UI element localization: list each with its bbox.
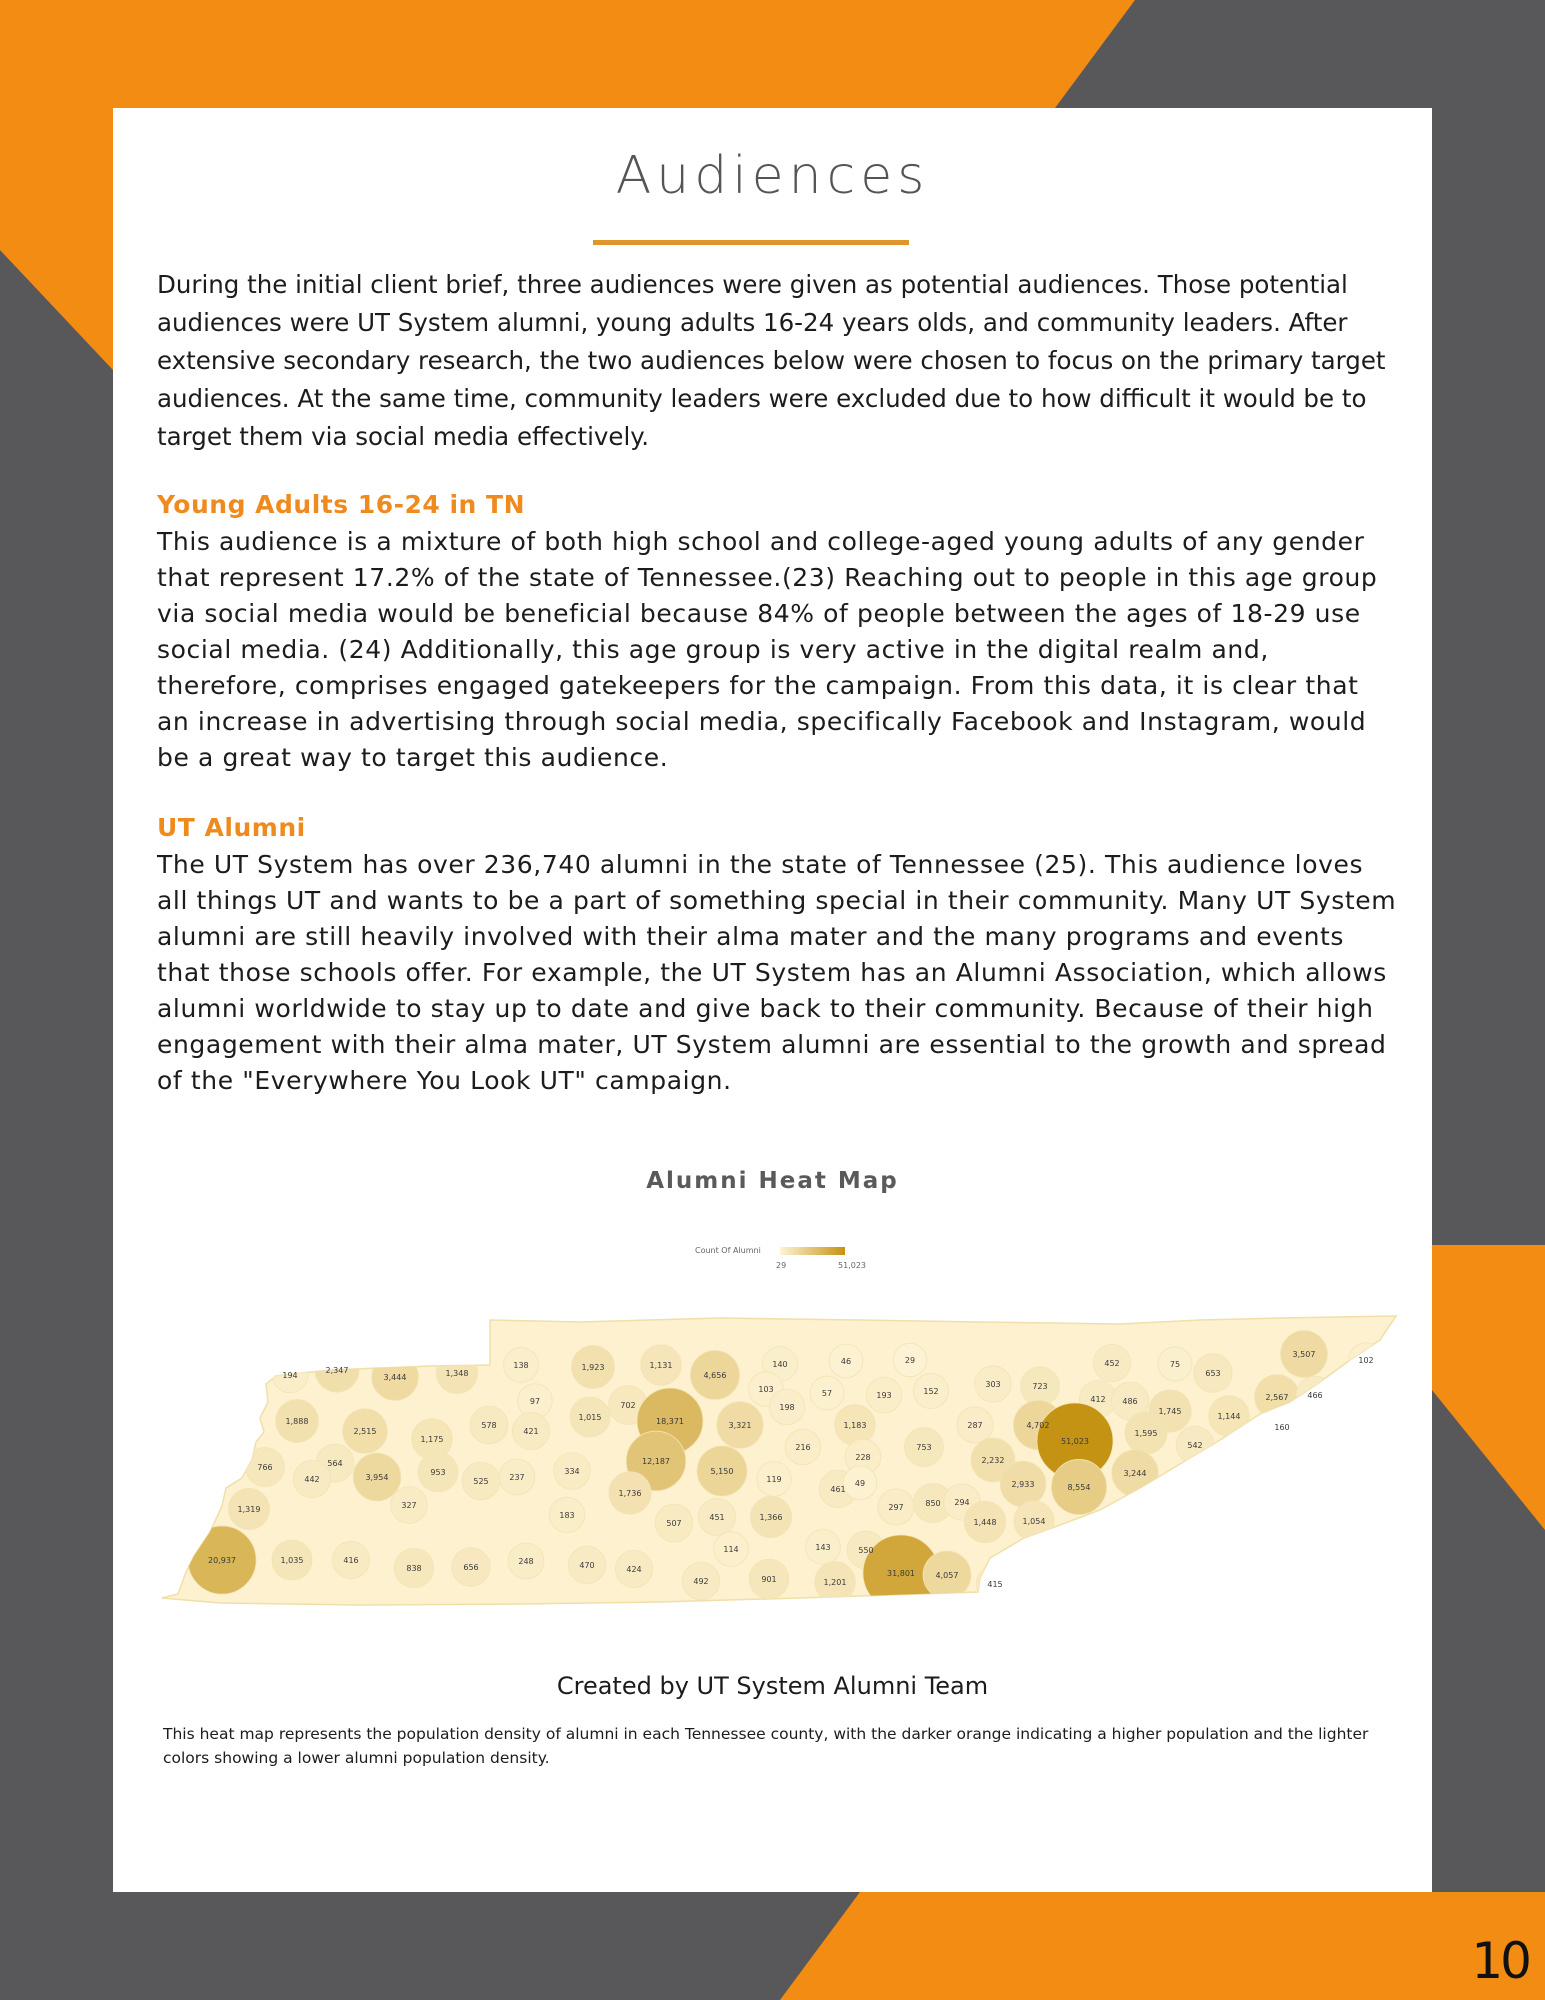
- county-count-label: 550: [858, 1546, 874, 1555]
- county-count-label: 412: [1090, 1395, 1106, 1404]
- county-count-label: 1,035: [280, 1556, 304, 1565]
- county-count-label: 297: [888, 1503, 904, 1512]
- county-count-label: 461: [830, 1485, 846, 1494]
- section-body-young-adults: This audience is a mixture of both high school and college-aged young adults of any gender that represent 17.2% of the state of Tennessee.(23) Reaching out to people in this age group via social media would be beneficial because 84% of people between the ages of 18-29 use social media. (24) Additionally, this age group is very active in the digital realm and, therefore, comprises engaged gatekeepers for the campaign. From this data, it is clear that an increase in advertising through social media, specifically Facebook and Instagram, would be a great way to target this audience.: [157, 527, 1378, 772]
- county-count-label: 1,923: [581, 1363, 605, 1372]
- county-count-label: 3,954: [365, 1473, 389, 1482]
- county-count-label: 46: [840, 1357, 852, 1366]
- county-count-label: 194: [282, 1371, 298, 1380]
- county-count-label: 1,595: [1134, 1429, 1158, 1438]
- county-count-label: 421: [523, 1427, 539, 1436]
- legend-label: Count Of Alumni: [695, 1246, 761, 1255]
- county-count-label: 3,244: [1123, 1469, 1147, 1478]
- county-count-label: 1,015: [578, 1413, 602, 1422]
- county-count-label: 653: [1205, 1369, 1221, 1378]
- county-count-label: 1,144: [1217, 1412, 1241, 1421]
- county-count-label: 75: [1169, 1360, 1181, 1369]
- map-credit: Created by UT System Alumni Team: [556, 1672, 989, 1700]
- county-count-label: 57: [821, 1389, 833, 1398]
- county-count-label: 1,175: [420, 1435, 444, 1444]
- county-count-label: 140: [772, 1360, 788, 1369]
- county-count-label: 1,183: [843, 1421, 867, 1430]
- county-count-label: 753: [916, 1443, 932, 1452]
- legend-gradient: [780, 1247, 845, 1255]
- county-count-label: 1,888: [285, 1417, 309, 1426]
- county-count-label: 723: [1032, 1382, 1048, 1391]
- county-count-label: 1,448: [973, 1518, 997, 1527]
- county-count-label: 452: [1104, 1359, 1120, 1368]
- county-count-label: 850: [925, 1499, 941, 1508]
- county-count-label: 287: [967, 1421, 983, 1430]
- county-count-label: 49: [854, 1479, 866, 1488]
- county-count-label: 327: [401, 1501, 417, 1510]
- map-legend: [690, 1244, 890, 1274]
- county-count-label: 451: [709, 1513, 725, 1522]
- county-count-label: 216: [795, 1443, 811, 1452]
- county-count-label: 525: [473, 1477, 489, 1486]
- county-count-label: 1,736: [618, 1489, 642, 1498]
- county-count-label: 766: [257, 1463, 273, 1472]
- county-count-label: 143: [815, 1543, 831, 1552]
- county-count-label: 31,801: [887, 1569, 915, 1578]
- county-count-label: 3,321: [728, 1421, 752, 1430]
- county-count-label: 2,515: [353, 1427, 377, 1436]
- county-count-label: 1,366: [759, 1513, 783, 1522]
- orange-band-right: [1432, 1245, 1545, 1530]
- county-count-label: 183: [559, 1511, 575, 1520]
- county-count-label: 656: [463, 1563, 479, 1572]
- county-count-label: 334: [564, 1467, 580, 1476]
- county-count-label: 1,054: [1022, 1517, 1046, 1526]
- county-count-label: 102: [1358, 1356, 1374, 1365]
- county-count-label: 160: [1274, 1423, 1290, 1432]
- map-caption: This heat map represents the population density of alumni in each Tennessee county, with the darker orange indicating a higher population and the lighter colors showing a lower alumni population density.: [163, 1725, 1369, 1767]
- county-count-label: 4,702: [1026, 1421, 1050, 1430]
- legend-min-label: 29: [776, 1261, 787, 1270]
- page-title: Audiences: [615, 146, 930, 206]
- county-count-label: 492: [693, 1577, 709, 1586]
- county-count-label: 198: [779, 1403, 795, 1412]
- county-count-label: 294: [954, 1498, 970, 1507]
- county-count-label: 564: [327, 1459, 343, 1468]
- county-count-label: 4,656: [703, 1371, 727, 1380]
- county-count-label: 193: [876, 1391, 892, 1400]
- page-number: 10: [1471, 1932, 1529, 1990]
- county-count-label: 18,371: [656, 1417, 684, 1426]
- county-count-label: 578: [481, 1421, 497, 1430]
- map-title: Alumni Heat Map: [646, 1168, 899, 1194]
- legend-max-label: 51,023: [838, 1261, 866, 1270]
- county-count-label: 1,348: [445, 1369, 469, 1378]
- county-count-label: 3,507: [1292, 1350, 1316, 1359]
- county-count-label: 2,933: [1011, 1480, 1035, 1489]
- county-count-label: 3,444: [383, 1373, 407, 1382]
- county-count-label: 103: [758, 1385, 774, 1394]
- tennessee-heat-map: [160, 1310, 1400, 1620]
- section-heading-ut-alumni: UT Alumni: [157, 813, 306, 842]
- county-count-label: 2,232: [981, 1456, 1005, 1465]
- county-count-label: 237: [509, 1473, 525, 1482]
- county-count-label: 138: [513, 1361, 529, 1370]
- county-count-label: 2,347: [325, 1366, 349, 1375]
- county-count-label: 486: [1122, 1397, 1138, 1406]
- county-count-label: 1,131: [649, 1361, 673, 1370]
- county-count-label: 114: [723, 1545, 739, 1554]
- county-count-label: 20,937: [208, 1556, 236, 1565]
- county-count-label: 466: [1307, 1391, 1323, 1400]
- county-count-label: 119: [766, 1475, 782, 1484]
- section-body-ut-alumni: The UT System has over 236,740 alumni in the state of Tennessee (25). This audience loves all things UT and wants to be a part of something special in their community. Many UT System alumni are still heavily involved with their alma mater and the many programs and events that those schools offer. For example, the UT System has an Alumni Association, which allows alumni worldwide to stay up to date and give back to their community. Because of their high engagement with their alma mater, UT System alumni are essential to the growth and spread of the "Everywhere You Look UT" campaign.: [157, 850, 1397, 1095]
- county-count-label: 901: [761, 1575, 777, 1584]
- county-count-label: 1,201: [823, 1578, 847, 1587]
- county-count-label: 51,023: [1061, 1437, 1089, 1446]
- county-count-label: 470: [579, 1561, 595, 1570]
- orange-band-bottom: [780, 1892, 1545, 2000]
- county-count-label: 416: [343, 1556, 359, 1565]
- county-count-label: 4,057: [935, 1571, 959, 1580]
- county-count-label: 5,150: [710, 1467, 734, 1476]
- county-count-label: 303: [985, 1380, 1001, 1389]
- county-count-label: 8,554: [1067, 1483, 1091, 1492]
- county-count-label: 838: [406, 1564, 422, 1573]
- county-count-label: 953: [430, 1468, 446, 1477]
- county-count-label: 12,187: [642, 1457, 670, 1466]
- county-count-label: 2,567: [1265, 1393, 1289, 1402]
- county-count-label: 442: [304, 1475, 320, 1484]
- county-count-label: 1,319: [237, 1505, 261, 1514]
- county-count-label: 424: [626, 1565, 642, 1574]
- county-count-label: 542: [1187, 1441, 1203, 1450]
- county-count-label: 29: [904, 1356, 916, 1365]
- intro-paragraph: During the initial client brief, three audiences were given as potential audiences. Those potential audiences were UT System alumni, young adults 16-24 years olds, and community leaders. After extensive secondary research, the two audiences below were chosen to focus on the primary target audiences. At the same time, community leaders were excluded due to how difficult it would be to target them via social media effectively.: [157, 270, 1386, 451]
- county-count-label: 152: [923, 1387, 939, 1396]
- title-underline: [593, 240, 909, 245]
- county-count-label: 228: [855, 1453, 871, 1462]
- county-count-label: 507: [666, 1519, 682, 1528]
- county-count-label: 1,745: [1158, 1407, 1182, 1416]
- county-count-label: 248: [518, 1557, 534, 1566]
- county-count-label: 97: [529, 1397, 541, 1406]
- section-heading-young-adults: Young Adults 16-24 in TN: [157, 490, 526, 519]
- county-count-label: 415: [987, 1580, 1003, 1589]
- county-count-label: 702: [620, 1401, 636, 1410]
